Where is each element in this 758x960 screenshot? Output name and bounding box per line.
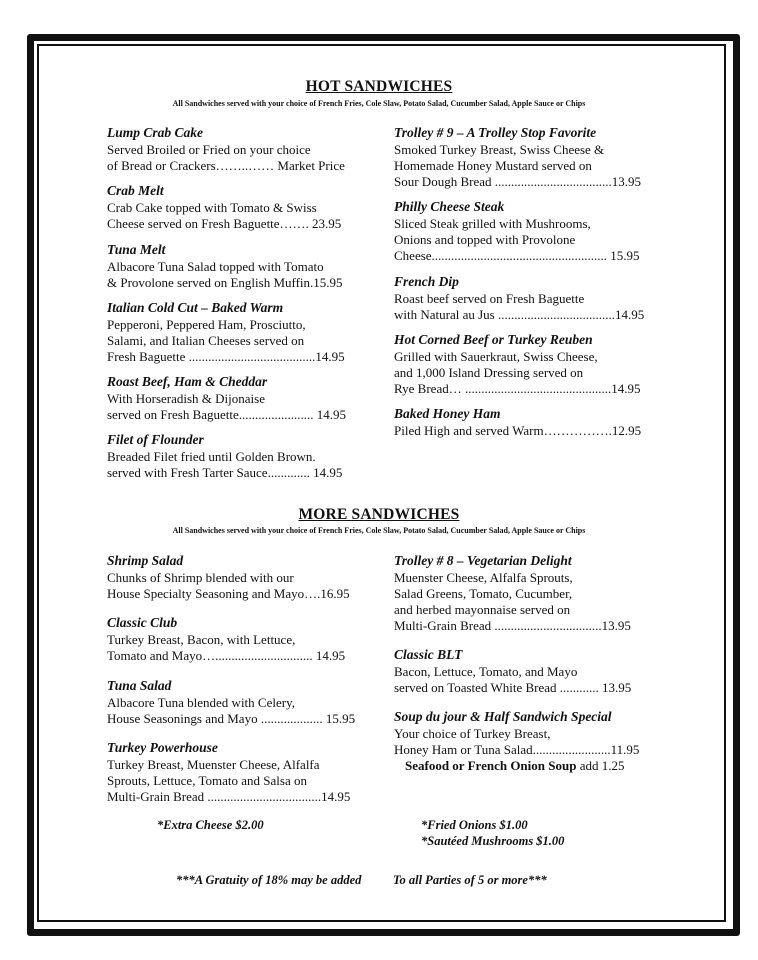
- menu-item-tuna-melt: [107, 241, 343, 291]
- item-line: Homemade Honey Mustard served on: [394, 158, 592, 173]
- item-line: Rye Bread… .............................................14.95: [394, 381, 641, 396]
- item-name: Filet of Flounder: [107, 432, 204, 447]
- item-line: Turkey Breast, Bacon, with Lettuce,: [107, 632, 296, 647]
- gratuity-note-left: ***A Gratuity of 18% may be added: [176, 873, 362, 887]
- menu-item-soup-half-sandwich: [394, 708, 639, 774]
- item-name: Tuna Salad: [107, 678, 172, 693]
- item-name: Crab Melt: [107, 183, 164, 198]
- item-line: and 1,000 Island Dressing served on: [394, 365, 584, 380]
- menu-item-classic-club: [107, 614, 345, 664]
- item-name: Lump Crab Cake: [107, 125, 204, 140]
- menu-item-shrimp-salad: [107, 552, 350, 602]
- item-line: Fresh Baguette .......................................14.95: [107, 349, 345, 364]
- item-line: House Specialty Seasoning and Mayo….16.95: [107, 586, 350, 601]
- menu-item-roast-beef-ham-cheddar: [107, 373, 346, 423]
- gratuity-note-right: To all Parties of 5 or more***: [393, 873, 547, 887]
- item-line: Grilled with Sauerkraut, Swiss Cheese,: [394, 349, 598, 364]
- item-line: Sliced Steak grilled with Mushrooms,: [394, 216, 591, 231]
- item-line: Muenster Cheese, Alfalfa Sprouts,: [394, 570, 573, 585]
- item-name: Soup du jour & Half Sandwich Special: [394, 709, 612, 724]
- item-line: Served Broiled or Fried on your choice: [107, 142, 311, 157]
- item-line: served on Toasted White Bread ............ 13.95: [394, 680, 632, 695]
- item-line: Sprouts, Lettuce, Tomato and Salsa on: [107, 773, 307, 788]
- item-line: Sour Dough Bread ....................................13.95: [394, 174, 641, 189]
- more-sandwiches-title: MORE SANDWICHES: [298, 506, 460, 523]
- item-line: Crab Cake topped with Tomato & Swiss: [107, 200, 317, 215]
- item-line: with Natural au Jus ....................................14.95: [394, 307, 645, 322]
- fried-onions-note: *Fried Onions $1.00: [421, 818, 528, 832]
- menu-item-tuna-salad: [107, 677, 355, 727]
- item-name: Baked Honey Ham: [394, 406, 501, 421]
- item-line: Cheese...................................................... 15.95: [394, 248, 640, 263]
- soup-addon-price: add 1.25: [576, 758, 625, 773]
- item-name: Classic Club: [107, 615, 178, 630]
- item-line: Salami, and Italian Cheeses served on: [107, 333, 305, 348]
- menu-item-crab-melt: [107, 182, 341, 232]
- soup-addon-line: [394, 758, 639, 774]
- item-line: Onions and topped with Provolone: [394, 232, 576, 247]
- hot-sandwiches-title: HOT SANDWICHES: [305, 78, 453, 95]
- item-line: Honey Ham or Tuna Salad........................11.95: [394, 742, 640, 757]
- item-line: Turkey Breast, Muenster Cheese, Alfalfa: [107, 757, 320, 772]
- item-line: Multi-Grain Bread .................................13.95: [394, 618, 631, 633]
- item-line: Smoked Turkey Breast, Swiss Cheese &: [394, 142, 605, 157]
- item-line: served with Fresh Tarter Sauce............. 14.95: [107, 465, 343, 480]
- item-line: Pepperoni, Peppered Ham, Prosciutto,: [107, 317, 306, 332]
- hot-sandwiches-subtitle: All Sandwiches served with your choice of French Fries, Cole Slaw, Potato Salad, Cucumber Salad, Apple Sauce or Chips: [172, 99, 586, 108]
- item-line: Albacore Tuna blended with Celery,: [107, 695, 295, 710]
- item-name: Shrimp Salad: [107, 553, 184, 568]
- item-name: Trolley # 8 – Vegetarian Delight: [394, 553, 572, 568]
- item-line: Multi-Grain Bread ...................................14.95: [107, 789, 351, 804]
- item-line: Tomato and Mayo….............................. 14.95: [107, 648, 346, 663]
- menu-item-hot-corned-beef-reuben: [394, 331, 640, 397]
- item-line: Cheese served on Fresh Baguette……. 23.95: [107, 216, 342, 231]
- item-name: Italian Cold Cut – Baked Warm: [107, 300, 284, 315]
- item-line: Roast beef served on Fresh Baguette: [394, 291, 585, 306]
- item-name: Philly Cheese Steak: [394, 199, 505, 214]
- item-line: Bacon, Lettuce, Tomato, and Mayo: [394, 664, 578, 679]
- menu-item-french-dip: [394, 273, 644, 323]
- soup-addon-label: Seafood or French Onion Soup: [405, 758, 577, 773]
- sauteed-mushrooms-note: *Sautéed Mushrooms $1.00: [421, 834, 565, 848]
- item-name: Classic BLT: [394, 647, 463, 662]
- item-name: French Dip: [394, 274, 459, 289]
- item-line: Chunks of Shrimp blended with our: [107, 570, 294, 585]
- item-line: With Horseradish & Dijonaise: [107, 391, 265, 406]
- item-line: Piled High and served Warm…………….12.95: [394, 423, 642, 438]
- item-name: Tuna Melt: [107, 242, 166, 257]
- item-name: Trolley # 9 – A Trolley Stop Favorite: [394, 125, 597, 140]
- item-line: House Seasonings and Mayo ................... 15.95: [107, 711, 356, 726]
- item-line: of Bread or Crackers……..…… Market Price: [107, 158, 345, 173]
- menu-item-baked-honey-ham: [394, 405, 641, 439]
- menu-item-filet-of-flounder: [107, 431, 342, 481]
- item-line: served on Fresh Baguette....................... 14.95: [107, 407, 347, 422]
- item-name: Hot Corned Beef or Turkey Reuben: [394, 332, 593, 347]
- menu-item-turkey-powerhouse: [107, 739, 350, 805]
- menu-item-trolley-8: [394, 552, 631, 634]
- menu-item-italian-cold-cut: [107, 299, 345, 365]
- item-line: & Provolone served on English Muffin.15.95: [107, 275, 343, 290]
- menu-item-classic-blt: [394, 646, 631, 696]
- menu-item-philly-cheese-steak: [394, 198, 640, 264]
- item-name: Roast Beef, Ham & Cheddar: [107, 374, 268, 389]
- extra-cheese-note: *Extra Cheese $2.00: [157, 818, 264, 832]
- more-sandwiches-subtitle: All Sandwiches served with your choice of French Fries, Cole Slaw, Potato Salad, Cucumber Salad, Apple Sauce or Chips: [172, 526, 586, 535]
- item-line: and herbed mayonnaise served on: [394, 602, 571, 617]
- item-line: Your choice of Turkey Breast,: [394, 726, 551, 741]
- menu-item-lump-crab-cake: [107, 124, 345, 174]
- item-line: Salad Greens, Tomato, Cucumber,: [394, 586, 573, 601]
- item-line: Albacore Tuna Salad topped with Tomato: [107, 259, 324, 274]
- item-name: Turkey Powerhouse: [107, 740, 218, 755]
- item-line: Breaded Filet fried until Golden Brown.: [107, 449, 316, 464]
- menu-item-trolley-9: [394, 124, 641, 190]
